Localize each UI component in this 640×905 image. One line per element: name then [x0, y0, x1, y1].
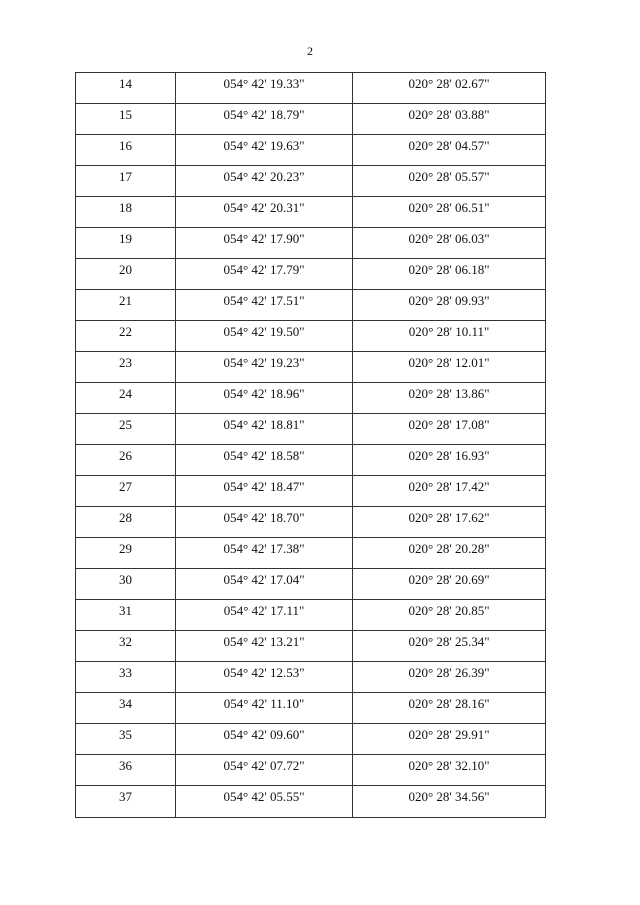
point-number-cell: 16 [76, 135, 176, 166]
latitude-cell: 054° 42' 17.11" [176, 600, 353, 631]
latitude-cell: 054° 42' 05.55" [176, 786, 353, 818]
longitude-cell: 020° 28' 17.42" [353, 476, 546, 507]
latitude-cell: 054° 42' 19.50" [176, 321, 353, 352]
point-number-cell: 34 [76, 693, 176, 724]
table-row [76, 414, 546, 445]
latitude-cell: 054° 42' 17.51" [176, 290, 353, 321]
point-number-cell: 33 [76, 662, 176, 693]
point-number-cell: 31 [76, 600, 176, 631]
longitude-cell: 020° 28' 34.56" [353, 786, 546, 818]
point-number-cell: 26 [76, 445, 176, 476]
point-number-cell: 32 [76, 631, 176, 662]
point-number-cell: 27 [76, 476, 176, 507]
table-row [76, 538, 546, 569]
longitude-cell: 020° 28' 10.11" [353, 321, 546, 352]
longitude-cell: 020° 28' 20.85" [353, 600, 546, 631]
longitude-cell: 020° 28' 02.67" [353, 73, 546, 104]
page-number: 2 [307, 44, 313, 58]
longitude-cell: 020° 28' 13.86" [353, 383, 546, 414]
point-number-cell: 36 [76, 755, 176, 786]
point-number-cell: 28 [76, 507, 176, 538]
latitude-cell: 054° 42' 19.33" [176, 73, 353, 104]
coordinates-table-body [76, 73, 546, 818]
longitude-cell: 020° 28' 29.91" [353, 724, 546, 755]
latitude-cell: 054° 42' 12.53" [176, 662, 353, 693]
point-number-cell: 14 [76, 73, 176, 104]
longitude-cell: 020° 28' 17.08" [353, 414, 546, 445]
table-row [76, 755, 546, 786]
latitude-cell: 054° 42' 20.23" [176, 166, 353, 197]
table-row [76, 259, 546, 290]
table-row [76, 600, 546, 631]
table-row [76, 445, 546, 476]
longitude-cell: 020° 28' 09.93" [353, 290, 546, 321]
latitude-cell: 054° 42' 19.23" [176, 352, 353, 383]
point-number-cell: 17 [76, 166, 176, 197]
point-number-cell: 22 [76, 321, 176, 352]
latitude-cell: 054° 42' 17.38" [176, 538, 353, 569]
point-number-cell: 21 [76, 290, 176, 321]
point-number-cell: 20 [76, 259, 176, 290]
table-row [76, 228, 546, 259]
point-number-cell: 15 [76, 104, 176, 135]
latitude-cell: 054° 42' 13.21" [176, 631, 353, 662]
latitude-cell: 054° 42' 18.70" [176, 507, 353, 538]
table-row [76, 786, 546, 818]
latitude-cell: 054° 42' 18.81" [176, 414, 353, 445]
latitude-cell: 054° 42' 18.58" [176, 445, 353, 476]
longitude-cell: 020° 28' 04.57" [353, 135, 546, 166]
table-row [76, 352, 546, 383]
point-number-cell: 19 [76, 228, 176, 259]
longitude-cell: 020° 28' 16.93" [353, 445, 546, 476]
latitude-cell: 054° 42' 20.31" [176, 197, 353, 228]
table-row [76, 569, 546, 600]
table-row [76, 631, 546, 662]
table-row [76, 290, 546, 321]
table-row [76, 724, 546, 755]
longitude-cell: 020° 28' 20.28" [353, 538, 546, 569]
longitude-cell: 020° 28' 25.34" [353, 631, 546, 662]
point-number-cell: 30 [76, 569, 176, 600]
table-row [76, 507, 546, 538]
table-row [76, 104, 546, 135]
table-row [76, 476, 546, 507]
longitude-cell: 020° 28' 05.57" [353, 166, 546, 197]
latitude-cell: 054° 42' 17.04" [176, 569, 353, 600]
point-number-cell: 23 [76, 352, 176, 383]
table-row [76, 135, 546, 166]
latitude-cell: 054° 42' 09.60" [176, 724, 353, 755]
table-row [76, 383, 546, 414]
longitude-cell: 020° 28' 06.03" [353, 228, 546, 259]
table-row [76, 321, 546, 352]
longitude-cell: 020° 28' 28.16" [353, 693, 546, 724]
longitude-cell: 020° 28' 12.01" [353, 352, 546, 383]
table-row [76, 693, 546, 724]
latitude-cell: 054° 42' 18.96" [176, 383, 353, 414]
latitude-cell: 054° 42' 17.79" [176, 259, 353, 290]
longitude-cell: 020° 28' 03.88" [353, 104, 546, 135]
latitude-cell: 054° 42' 19.63" [176, 135, 353, 166]
longitude-cell: 020° 28' 20.69" [353, 569, 546, 600]
point-number-cell: 24 [76, 383, 176, 414]
table-row [76, 662, 546, 693]
table-row [76, 166, 546, 197]
table-row [76, 73, 546, 104]
point-number-cell: 29 [76, 538, 176, 569]
point-number-cell: 37 [76, 786, 176, 818]
longitude-cell: 020° 28' 32.10" [353, 755, 546, 786]
table-row [76, 197, 546, 228]
coordinates-table [75, 72, 546, 818]
latitude-cell: 054° 42' 18.47" [176, 476, 353, 507]
longitude-cell: 020° 28' 06.18" [353, 259, 546, 290]
point-number-cell: 35 [76, 724, 176, 755]
point-number-cell: 25 [76, 414, 176, 445]
point-number-cell: 18 [76, 197, 176, 228]
longitude-cell: 020° 28' 26.39" [353, 662, 546, 693]
longitude-cell: 020° 28' 17.62" [353, 507, 546, 538]
latitude-cell: 054° 42' 17.90" [176, 228, 353, 259]
latitude-cell: 054° 42' 07.72" [176, 755, 353, 786]
latitude-cell: 054° 42' 18.79" [176, 104, 353, 135]
longitude-cell: 020° 28' 06.51" [353, 197, 546, 228]
latitude-cell: 054° 42' 11.10" [176, 693, 353, 724]
